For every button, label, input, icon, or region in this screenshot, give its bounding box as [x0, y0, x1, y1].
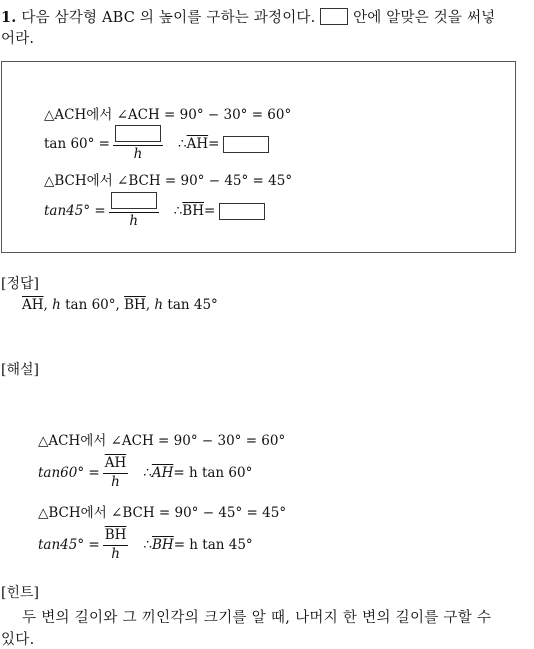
question-number: 1.	[1, 9, 17, 26]
answer-label: [정답]	[1, 276, 39, 292]
explanation-result-bh: $\overline{BH}$	[152, 537, 174, 553]
hint-label: [힌트]	[1, 585, 39, 601]
answer-sep3: ,	[145, 297, 155, 313]
explanation-line2	[38, 455, 252, 491]
explanation-den-h: h	[111, 473, 120, 490]
box-line3: △BCH에서 ∠BCH = 90° − 45° = 45°	[44, 173, 293, 189]
box-fraction-45	[109, 192, 159, 229]
answer-line	[22, 297, 218, 313]
question-text-part2: 안에 알맞은 것을 써넣	[353, 10, 496, 26]
segment-ah: $\overline{AH}$	[186, 136, 209, 152]
answer-bh: $\overline{BH}$	[124, 297, 146, 313]
explanation-fraction-45	[103, 528, 129, 562]
question-line-1	[1, 6, 495, 27]
explanation-therefore-2: ∴	[143, 537, 152, 553]
answer-ah: $\overline{AH}$	[22, 297, 44, 313]
blank-numerator-60[interactable]	[115, 125, 161, 142]
question-text-line2: 어라.	[1, 31, 35, 47]
explanation-result-bh-rhs: = h tan 45°	[173, 537, 253, 553]
box-den-h: h	[133, 146, 143, 162]
answer-h2: h	[154, 297, 164, 313]
explanation-line4	[38, 527, 253, 563]
box-tan45-left: tan45° =	[44, 203, 106, 219]
box-tan60-left: tan 60° =	[44, 136, 110, 152]
answer-sep1: ,	[43, 297, 53, 313]
hint-line2: 있다.	[1, 632, 35, 648]
segment-bh: $\overline{BH}$	[182, 203, 204, 219]
explanation-tan45-left: tan45° =	[38, 537, 100, 553]
explanation-line3: △BCH에서 ∠BCH = 90° − 45° = 45°	[38, 505, 287, 521]
therefore-symbol-2: ∴	[173, 203, 183, 219]
explanation-fraction-60	[103, 456, 129, 490]
explanation-num-ah: $\overline{AH}$	[104, 454, 127, 471]
explanation-label: [해설]	[1, 362, 39, 378]
explanation-tan60-left: tan60° =	[38, 465, 100, 481]
question-text-part1: 다음 삼각형 ABC 의 높이를 구하는 과정이다.	[21, 10, 316, 26]
blank-numerator-45[interactable]	[111, 192, 157, 209]
explanation-num-bh: $\overline{BH}$	[104, 526, 127, 543]
explanation-den-h2: h	[111, 545, 120, 562]
blank-bh[interactable]	[219, 203, 265, 220]
blank-box-icon	[320, 8, 348, 25]
therefore-symbol: ∴	[178, 136, 187, 152]
explanation-result-ah-rhs: = h tan 60°	[173, 465, 253, 481]
equals-sign: =	[208, 136, 220, 152]
box-den-h-2: h	[129, 213, 139, 229]
explanation-line1: △ACH에서 ∠ACH = 90° − 30° = 60°	[38, 433, 286, 449]
explanation-result-ah: $\overline{AH}$	[151, 465, 174, 481]
box-line2	[44, 128, 269, 160]
equals-sign-2: =	[204, 203, 216, 219]
hint-line1: 두 변의 길이와 그 끼인각의 크기를 알 때, 나머지 한 변의 길이를 구할 수	[22, 610, 492, 626]
answer-tan60: tan 60°	[60, 297, 116, 313]
box-line1: △ACH에서 ∠ACH = 90° − 30° = 60°	[44, 107, 292, 123]
box-line4	[44, 195, 265, 227]
explanation-therefore-1: ∴	[143, 465, 152, 481]
box-fraction-60	[113, 125, 163, 162]
answer-sep2: ,	[115, 297, 125, 313]
answer-tan45: tan 45°	[163, 297, 218, 313]
answer-h1: h	[52, 297, 61, 313]
blank-ah[interactable]	[223, 136, 269, 153]
